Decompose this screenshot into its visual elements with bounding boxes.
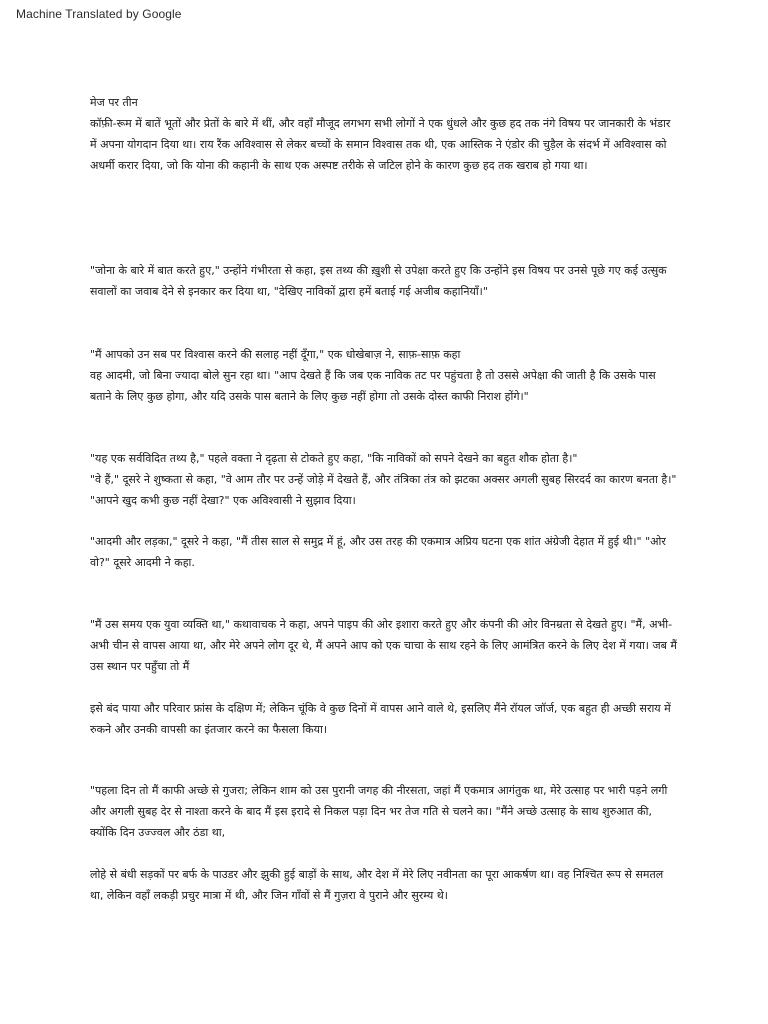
paragraph-8: "पहला दिन तो मैं काफी अच्छे से गुजरा; लेकिन शाम को उस पुरानी जगह की नीरसता, जहां मैं एकमात्र आगंतुक था, मेरे उत्साह पर भारी पड़ने लगी और अगली सुबह देर से नाश्ता करने के बाद मैं इस इरादे से निकल पड़ा दिन भर तेज गति से चलने का। "मैंने अच्छे उत्साह के साथ शुरुआत की, क्योंकि दिन उज्ज्वल और ठंडा था, <box>90 784 668 839</box>
paragraph-2: "जोना के बारे में बात करते हुए," उन्होंने गंभीरता से कहा, इस तथ्य की ख़ुशी से उपेक्षा करते हुए कि उन्होंने इस विषय पर उनसे पूछे गए कई उत्सुक सवालों का जवाब देने से इनकार कर दिया था, "देखिए नाविकों द्वारा हमें बताई गई अजीब कहानियाँ।" <box>90 264 667 298</box>
paragraph-3: "मैं आपको उन सब पर विश्वास करने की सलाह नहीं दूँगा," एक धोखेबाज़ ने, साफ़-साफ़ कहा वह आदमी, जो बिना ज्यादा बोले सुन रहा था। "आप देखते हैं कि जब एक नाविक तट पर पहुंचता है तो उससे अपेक्षा की जाती है कि उसके पास बताने के लिए कुछ होगा, और यदि उसके पास बताने के लिए कुछ नहीं होगा तो उसके दोस्त काफी निराश होंगे।" <box>90 348 656 403</box>
paragraph-4: "यह एक सर्वविदित तथ्य है," पहले वक्ता ने दृढ़ता से टोकते हुए कहा, "कि नाविकों को सपने देखने का बहुत शौक होता है।" "वे हैं," दूसरे ने शुष्कता से कहा, "वे आम तौर पर उन्हें जोड़े में देखते हैं, और तंत्रिका तंत्र को झटका अक्सर अगली सुबह सिरदर्द का कारण बनता है।" "आपने खुद कभी कुछ नहीं देखा?" एक अविश्वासी ने सुझाव दिया। <box>90 452 677 507</box>
machine-translation-label: Machine Translated by Google <box>16 7 182 21</box>
paragraph-9: लोहे से बंधी सड़कों पर बर्फ के पाउडर और झुकी हुई बाड़ों के साथ, और देश में मेरे लिए नवीनता का पूरा आकर्षण था। वह निश्चित रूप से समतल था, लेकिन वहाँ लकड़ी प्रचुर मात्रा में थी, और जिन गाँवों से मैं गुज़रा वे पुराने और सुरम्य थे। <box>90 868 664 902</box>
document-title: मेज पर तीन <box>90 96 138 109</box>
paragraph-6: "मैं उस समय एक युवा व्यक्ति था," कथावाचक ने कहा, अपने पाइप की ओर इशारा करते हुए और कंपनी की ओर विनम्रता से देखते हुए। "मैं, अभी-अभी चीन से वापस आया था, और मेरे अपने लोग दूर थे, मैं अपने आप को एक चाचा के साथ रहने के लिए आमंत्रित करने के लिए देश में गया। जब मैं उस स्थान पर पहुँचा तो मैं <box>90 618 677 673</box>
paragraph-1: कॉफ़ी-रूम में बातें भूतों और प्रेतों के बारे में थीं, और वहाँ मौजूद लगभग सभी लोगों ने एक धुंधले और कुछ हद तक नंगे विषय पर जानकारी के भंडार में अपना योगदान दिया था। राय रैंक अविश्वास से लेकर बच्चों के समान विश्वास तक थी, एक आस्तिक ने एंडोर की चुड़ैल के संदर्भ में अविश्वास को अधर्मी करार दिया, जो कि योना की कहानी के साथ एक अस्पष्ट तरीके से जटिल होने के कारण कुछ हद तक खराब हो गया था। <box>90 117 671 172</box>
paragraph-7: इसे बंद पाया और परिवार फ्रांस के दक्षिण में; लेकिन चूंकि वे कुछ दिनों में वापस आने वाले थे, इसलिए मैंने रॉयल जॉर्ज, एक बहुत ही अच्छी सराय में रुकने और उनकी वापसी का इंतजार करने का फैसला किया। <box>90 702 671 736</box>
paragraph-5: "आदमी और लड़का," दूसरे ने कहा, "मैं तीस साल से समुद्र में हूं, और उस तरह की एकमात्र अप्रिय घटना एक शांत अंग्रेजी देहात में हुई थी।" "ओर वो?" दूसरे आदमी ने कहा. <box>90 535 666 569</box>
